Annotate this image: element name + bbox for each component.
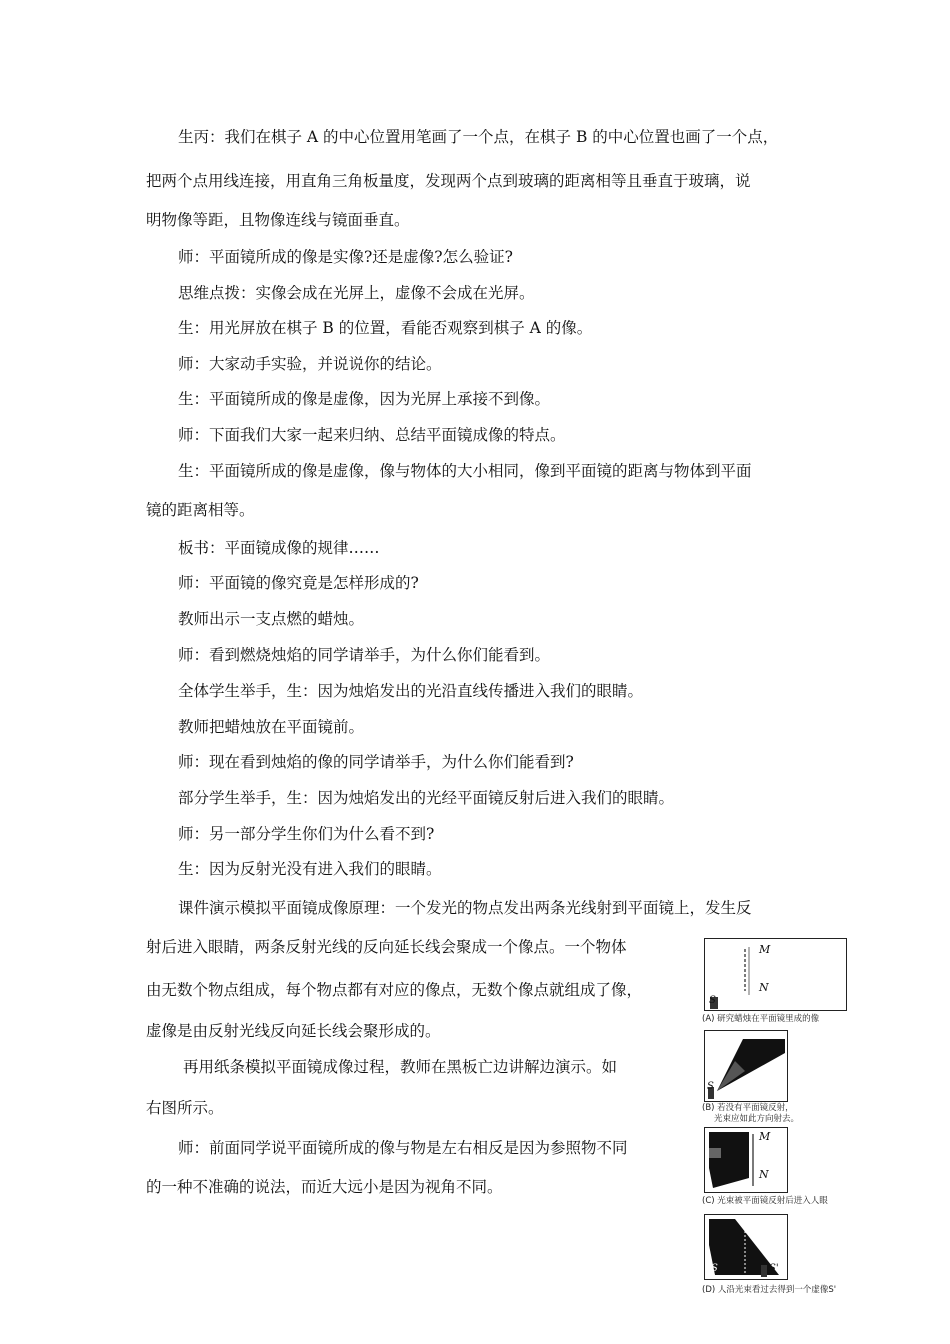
text-line: 师：下面我们大家一起来归纳、总结平面镜成像的特点。 (178, 426, 566, 444)
figure-b-drawing (705, 1031, 787, 1101)
text-line: 生：用光屏放在棋子 B 的位置，看能否观察到棋子 A 的像。 (178, 319, 593, 337)
figure-c (704, 1127, 788, 1193)
text-line: 教师出示一支点燃的蜡烛。 (178, 610, 365, 628)
figure-a-caption: (A) 研究蜡烛在平面镜里成的像 (702, 1014, 820, 1024)
text-line: 明物像等距，且物像连线与镜面垂直。 (146, 211, 410, 229)
figure-c-caption: (C) 光束被平面镜反射后进入人眼 (702, 1196, 828, 1206)
text-line: 课件演示模拟平面镜成像原理：一个发光的物点发出两条光线射到平面镜上，发生反 (178, 899, 752, 917)
text-line: 的一种不准确的说法，而近大远小是因为视角不同。 (146, 1178, 503, 1196)
text-line: 师：大家动手实验，并说说你的结论。 (178, 355, 442, 373)
text-line: 全体学生举手，生：因为烛焰发出的光沿直线传播进入我们的眼睛。 (178, 682, 644, 700)
text-line: 生丙：我们在棋子 A 的中心位置用笔画了一个点，在棋子 B 的中心位置也画了一个点， (178, 128, 779, 146)
figure-b (704, 1030, 788, 1102)
figure-b-caption-1: (B) 若没有平面镜反射， (702, 1103, 794, 1113)
text-line: 由无数个物点组成，每个物点都有对应的像点，无数个像点就组成了像， (146, 981, 643, 999)
text-line: 师：前面同学说平面镜所成的像与物是左右相反是因为参照物不同 (178, 1139, 628, 1157)
text-line: 右图所示。 (146, 1099, 224, 1117)
text-line: 生：平面镜所成的像是虚像，像与物体的大小相同，像到平面镜的距离与物体到平面 (178, 462, 752, 480)
figure-a-drawing (705, 939, 846, 1010)
figure-a (704, 938, 847, 1011)
figure-d-label-s-prime: S' (769, 1263, 779, 1274)
text-line: 教师把蜡烛放在平面镜前。 (178, 718, 365, 736)
text-line: 师：另一部分学生你们为什么看不到? (178, 825, 435, 843)
text-line: 师：看到燃烧烛焰的同学请举手，为什么你们能看到。 (178, 646, 551, 664)
figure-d (704, 1214, 788, 1280)
figure-d-caption: (D) 人沿光束看过去得到一个虚像S' (702, 1285, 837, 1295)
figure-b-label-s: S (707, 1081, 714, 1092)
text-line: 射后进入眼睛，两条反射光线的反向延长线会聚成一个像点。一个物体 (146, 938, 627, 956)
text-line: 师：平面镜的像究竟是怎样形成的? (178, 574, 419, 592)
text-line: 板书：平面镜成像的规律…… (178, 539, 380, 557)
text-line: 生：平面镜所成的像是虚像，因为光屏上承接不到像。 (178, 390, 551, 408)
figure-a-label-m: M (759, 943, 771, 956)
text-line: 部分学生举手，生：因为烛焰发出的光经平面镜反射后进入我们的眼睛。 (178, 789, 675, 807)
text-line: 师：平面镜所成的像是实像?还是虚像?怎么验证? (178, 248, 513, 266)
figure-a-label-s: S (709, 995, 716, 1006)
figure-c-label-m: M (759, 1130, 771, 1143)
text-line: 师：现在看到烛焰的像的同学请举手，为什么你们能看到? (178, 753, 574, 771)
text-line: 把两个点用线连接，用直角三角板量度，发现两个点到玻璃的距离相等且垂直于玻璃，说 (146, 172, 751, 190)
text-line: 镜的距离相等。 (146, 501, 255, 519)
text-line: 虚像是由反射光线反向延长线会聚形成的。 (146, 1022, 441, 1040)
figure-c-drawing (705, 1128, 787, 1192)
figure-a-label-n: N (759, 981, 769, 994)
text-line: 生：因为反射光没有进入我们的眼睛。 (178, 860, 442, 878)
text-line: 思维点拨：实像会成在光屏上，虚像不会成在光屏。 (178, 284, 535, 302)
figure-d-label-s: S (711, 1263, 718, 1274)
figure-c-label-n: N (759, 1168, 769, 1181)
figure-b-caption-2: 光束应如此方向射去。 (714, 1114, 800, 1124)
text-line: 再用纸条模拟平面镜成像过程，教师在黑板亡边讲解边演示。如 (183, 1058, 618, 1076)
